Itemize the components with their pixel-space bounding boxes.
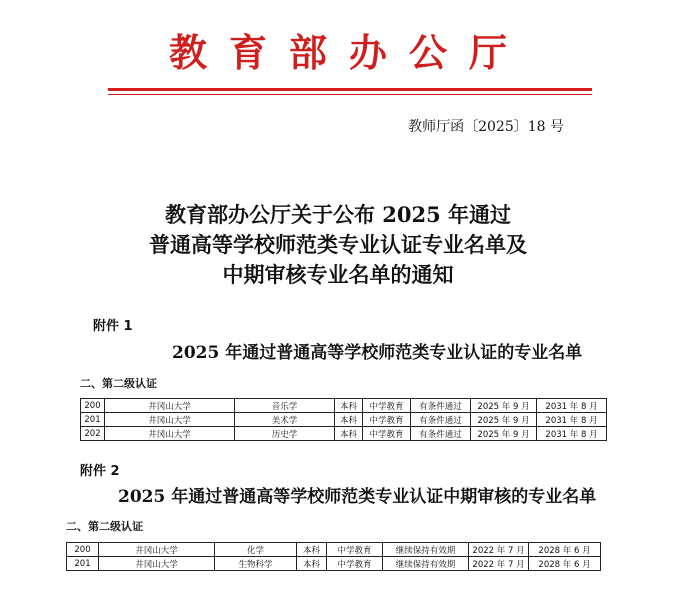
- valid-from-cell: 2025 年 9 月: [471, 427, 537, 441]
- result-cell: 继续保持有效期: [383, 557, 469, 571]
- degree-level-cell: 本科: [297, 543, 327, 557]
- major-cell: 音乐学: [235, 399, 335, 413]
- attachment-1-title: 2025 年通过普通高等学校师范类专业认证的专业名单: [172, 343, 583, 363]
- valid-from-cell: 2022 年 7 月: [469, 557, 529, 571]
- education-level-cell: 中学教育: [363, 399, 411, 413]
- result-cell: 有条件通过: [411, 427, 471, 441]
- result-cell: 继续保持有效期: [383, 543, 469, 557]
- attachment-1-section: 二、第二级认证: [80, 377, 157, 390]
- attachment-2-title: 2025 年通过普通高等学校师范类专业认证中期审核的专业名单: [118, 487, 597, 507]
- valid-until-cell: 2028 年 6 月: [529, 557, 601, 571]
- major-cell: 美术学: [235, 413, 335, 427]
- result-cell: 有条件通过: [411, 399, 471, 413]
- university-cell: 井冈山大学: [105, 413, 235, 427]
- masthead-rule-thick: [108, 88, 592, 91]
- degree-level-cell: 本科: [335, 399, 363, 413]
- table-row: [67, 557, 601, 571]
- notice-title-line-3: 中期审核专业名单的通知: [222, 262, 454, 287]
- result-cell: 有条件通过: [411, 413, 471, 427]
- major-cell: 生物科学: [215, 557, 297, 571]
- row-number-cell: 201: [81, 413, 105, 427]
- valid-until-cell: 2031 年 8 月: [537, 399, 607, 413]
- university-cell: 井冈山大学: [99, 543, 215, 557]
- valid-until-cell: 2031 年 8 月: [537, 413, 607, 427]
- degree-level-cell: 本科: [297, 557, 327, 571]
- attachment-2-table: [66, 542, 601, 571]
- row-number-cell: 202: [81, 427, 105, 441]
- valid-from-cell: 2025 年 9 月: [471, 413, 537, 427]
- university-cell: 井冈山大学: [105, 427, 235, 441]
- notice-title-line-1: 教育部办公厅关于公布 2025 年通过: [164, 202, 512, 227]
- attachment-1-table: [80, 398, 607, 441]
- table-row: [81, 413, 607, 427]
- education-level-cell: 中学教育: [363, 413, 411, 427]
- row-number-cell: 200: [81, 399, 105, 413]
- valid-until-cell: 2031 年 8 月: [537, 427, 607, 441]
- table-row: [81, 399, 607, 413]
- row-number-cell: 200: [67, 543, 99, 557]
- row-number-cell: 201: [67, 557, 99, 571]
- table-row: [81, 427, 607, 441]
- masthead-rule-thin: [108, 94, 592, 95]
- notice-title-line-2: 普通高等学校师范类专业认证专业名单及: [149, 232, 527, 257]
- major-cell: 化学: [215, 543, 297, 557]
- major-cell: 历史学: [235, 427, 335, 441]
- degree-level-cell: 本科: [335, 427, 363, 441]
- attachment-2-label: 附件 2: [80, 464, 120, 479]
- university-cell: 井冈山大学: [99, 557, 215, 571]
- agency-masthead: 教育部办公厅: [168, 30, 529, 75]
- document-number: 教师厅函〔2025〕18 号: [408, 119, 564, 135]
- valid-from-cell: 2022 年 7 月: [469, 543, 529, 557]
- valid-from-cell: 2025 年 9 月: [471, 399, 537, 413]
- attachment-1-label: 附件 1: [93, 319, 133, 334]
- degree-level-cell: 本科: [335, 413, 363, 427]
- valid-until-cell: 2028 年 6 月: [529, 543, 601, 557]
- attachment-2-section: 二、第二级认证: [66, 520, 143, 533]
- table-row: [67, 543, 601, 557]
- education-level-cell: 中学教育: [327, 557, 383, 571]
- education-level-cell: 中学教育: [363, 427, 411, 441]
- education-level-cell: 中学教育: [327, 543, 383, 557]
- university-cell: 井冈山大学: [105, 399, 235, 413]
